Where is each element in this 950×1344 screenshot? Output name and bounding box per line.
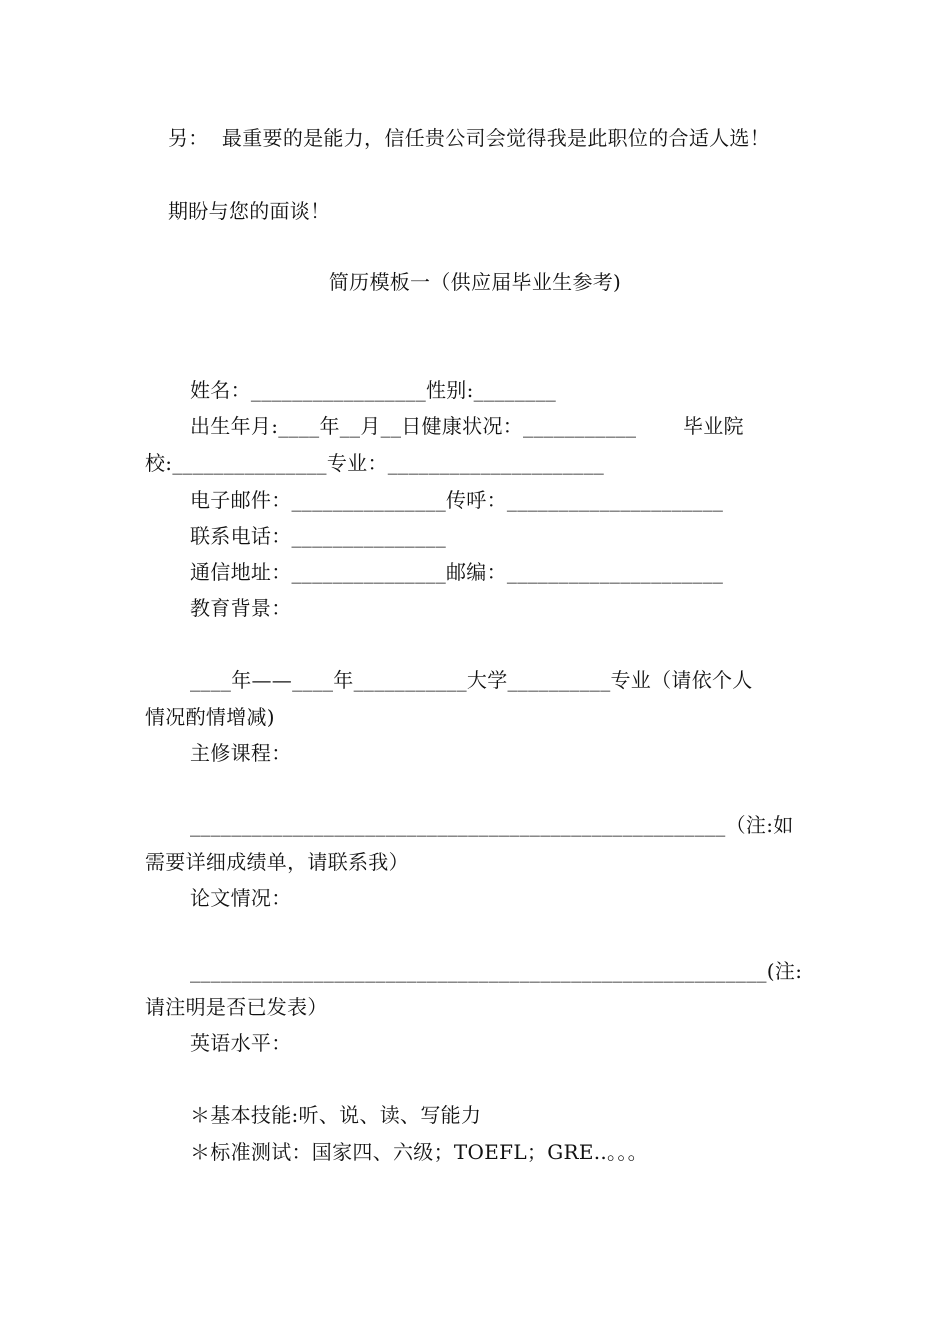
thesis-heading: 论文情况： <box>190 886 292 910</box>
courses-line-1: ____________________________________________________（注:如 <box>190 813 794 837</box>
field-email-pager: 电子邮件：_______________传呼：_____________________ <box>190 488 724 512</box>
english-skill-tests: ＊标准测试：国家四、六级；TOEFL；GRE..。。。 <box>190 1140 648 1164</box>
field-address-zip: 通信地址：_______________邮编：_____________________ <box>190 560 724 584</box>
thesis-line-1: ________________________________________________________(注: <box>190 959 803 983</box>
courses-heading: 主修课程： <box>190 741 292 765</box>
education-heading: 教育背景： <box>190 596 292 620</box>
thesis-line-2: 请注明是否已发表） <box>145 995 328 1019</box>
closing-line-interview: 期盼与您的面谈！ <box>168 199 331 223</box>
english-skill-basic: ＊基本技能:听、说、读、写能力 <box>190 1103 482 1127</box>
field-birth-health-school: 出生年月:____年__月__日健康状况：___________ 毕业院 <box>190 414 744 438</box>
education-line-2: 情况酌情增减) <box>145 705 275 729</box>
field-phone: 联系电话：_______________ <box>190 524 446 548</box>
english-heading: 英语水平： <box>190 1031 292 1055</box>
field-school-major: 校:_______________专业：_____________________ <box>145 451 605 475</box>
education-line-1: ____年——____年___________大学__________专业（请依个人 <box>190 668 753 692</box>
courses-line-2: 需要详细成绩单，请联系我） <box>145 850 409 874</box>
closing-line-ability: 另： 最重要的是能力，信任贵公司会觉得我是此职位的合适人选！ <box>168 126 771 150</box>
field-name-gender: 姓名：_________________性别:________ <box>190 378 557 402</box>
resume-title: 简历模板一（供应届毕业生参考) <box>328 270 622 294</box>
